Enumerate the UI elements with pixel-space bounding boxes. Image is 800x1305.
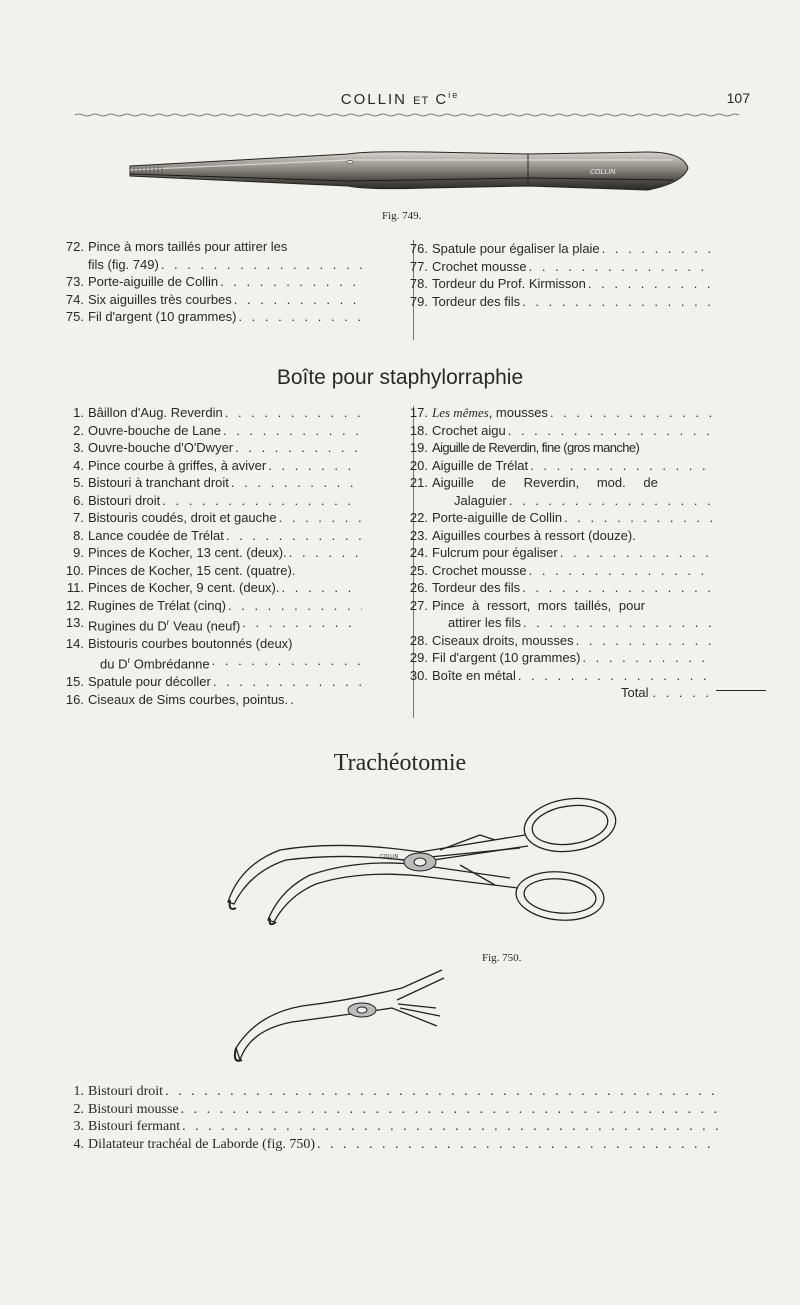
running-title [0,90,800,108]
section-title-tracheotomie: Trachéotomie [333,750,467,776]
list-item: 8. Lance coudée de Trélat . . . [60,527,362,545]
brand-name: COLLIN [340,91,407,108]
page-number: 107 [726,90,750,106]
list-item-continuation: du $D^r$ Ombrédanne . . . [60,652,362,673]
list-item: 21. Aiguille de Reverdin, mod. de [409,475,658,490]
brand-et: ET [413,95,430,107]
list-item: 3. Ouvre-bouche d'O'Dwyer . . . [60,439,362,457]
list-item: 16. Ciseaux de Sims courbes, pointus. . . . [60,691,362,709]
list-item: 18. Crochet aigu . . . [404,422,712,440]
dilator-engraving: COLLIN [380,854,399,860]
list-item: 76. Spatule pour égaliser la plaie . . . [404,240,710,258]
list-item: 15. Spatule pour décoller . . . [60,673,362,691]
list-item: 1. Bistouri droit . . . [60,1083,720,1101]
tracheotomie-list [60,1083,720,1153]
list-item: 28. Ciseaux droits, mousses . . . [404,632,712,650]
list-item: 13. Rugines du $D^r$ Veau (neuf) . . . [60,614,362,635]
list-right-76-79 [404,240,710,310]
staphylorraphie-list-right [404,404,712,702]
list-item: 75. Fil d'argent (10 grammes) . . . [60,308,362,326]
page-header [0,88,800,112]
section-title-staphylorraphie: Boîte pour staphylorraphie [276,366,524,389]
list-item: 20. Aiguille de Trélat . . . [404,457,712,475]
list-item: 19. Aiguille de Reverdin, fine (gros manche) [409,440,640,455]
total-rule [716,690,766,691]
list-item: 73. Porte-aiguille de Collin . . . [60,273,362,291]
list-item: 9. Pinces de Kocher, 13 cent. (deux). . . . [60,544,362,562]
header-rule [75,112,743,118]
list-item: 23. Aiguilles courbes à ressort (douze). [409,527,636,543]
tracheal-dilator-closed-illustration [222,968,452,1068]
list-item: 22. Porte-aiguille de Collin . . . [404,509,712,527]
list-item: 27. Pince à ressort, mors taillés, pour [409,597,645,613]
list-item: 24. Fulcrum pour égaliser . . . [404,544,712,562]
list-item-continuation: Jalaguier . . . [404,492,712,510]
list-left-72-75 [60,238,362,326]
list-item: 4. Pince courbe à griffes, à aviver . . . [60,457,362,475]
list-item: 72. Pince à mors taillés pour attirer les [65,239,288,254]
list-item: 78. Tordeur du Prof. Kirmisson . . . [404,275,710,293]
total-label: Total [621,685,649,700]
brand-cie: C [435,91,449,108]
total-row: Total . . . . . [621,685,712,700]
forceps-illustration [128,148,693,198]
fig-749-caption: Fig. 749. [382,210,422,222]
list-item: 10. Pinces de Kocher, 15 cent. (quatre). [65,562,296,578]
staphylorraphie-list-left [60,404,362,708]
list-item: 6. Bistouri droit . . . [60,492,362,510]
list-item: 14. Bistouris courbes boutonnés (deux) [65,635,293,651]
list-item: 74. Six aiguilles très courbes . . . [60,291,362,309]
list-item: 25. Crochet mousse . . . [404,562,712,580]
list-item: 2. Ouvre-bouche de Lane . . . [60,422,362,440]
list-item: 77. Crochet mousse . . . [404,258,710,276]
list-item: 30. Boîte en métal . . . [404,667,712,685]
list-item: 17. Les mêmes, mousses . . . [404,404,712,422]
forceps-engraving: COLLIN [590,169,616,176]
list-item-continuation: fils (fig. 749) . . . [60,256,362,274]
fig-750-caption: Fig. 750. [482,952,522,964]
brand-cie-sup: ie [448,90,460,100]
list-item: 5. Bistouri à tranchant droit . . . [60,474,362,492]
list-item: 12. Rugines de Trélat (cinq) . . . [60,597,362,615]
list-item: 4. Dilatateur trachéal de Laborde (fig. 750) . . . [60,1136,720,1154]
tracheal-dilator-open-illustration [220,790,620,940]
list-item: 26. Tordeur des fils . . . [404,579,712,597]
list-item: 79. Tordeur des fils . . . [404,293,710,311]
list-item: 2. Bistouri mousse . . . [60,1101,720,1119]
list-item: 3. Bistouri fermant . . . [60,1118,720,1136]
list-item: 7. Bistouris coudés, droit et gauche . . . [60,509,362,527]
list-item: 29. Fil d'argent (10 grammes) . . . [404,649,712,667]
list-item: 11. Pinces de Kocher, 9 cent. (deux). . . . [60,579,362,597]
list-item: 1. Bâillon d'Aug. Reverdin . . . [60,404,362,422]
list-item-continuation: attirer les fils . . . [404,614,712,632]
